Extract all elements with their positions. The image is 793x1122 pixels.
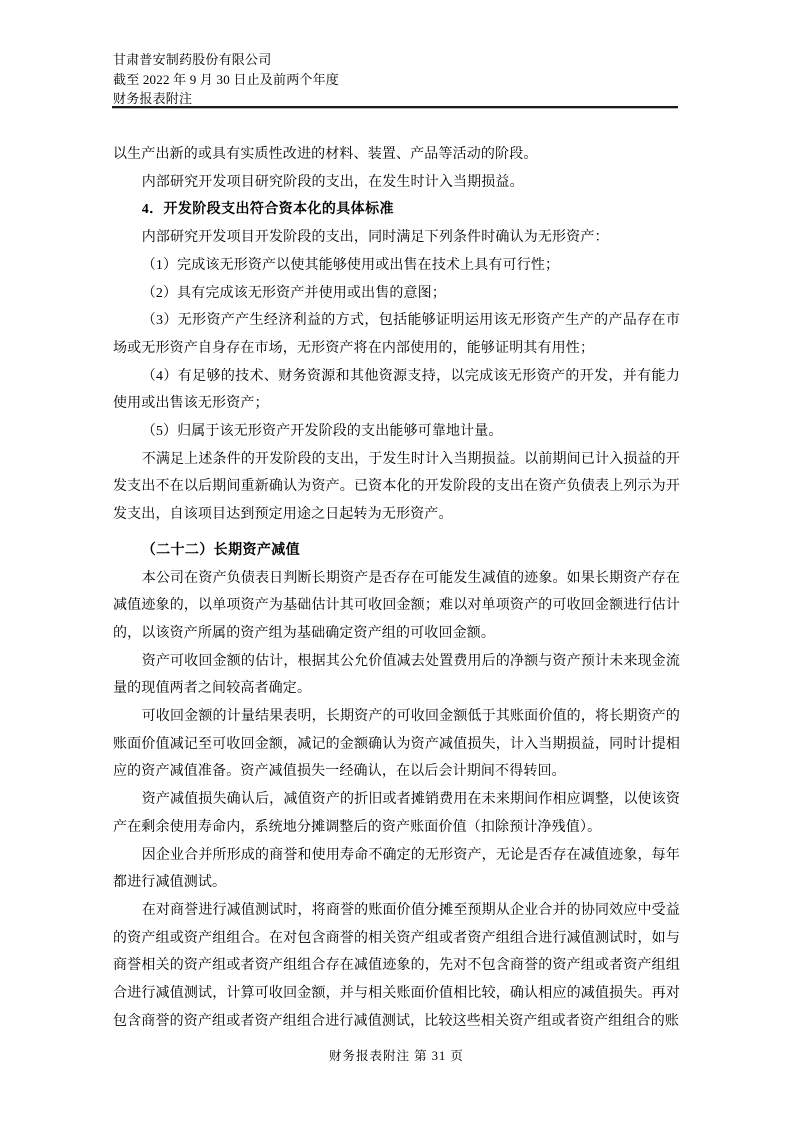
header-doc-title: 财务报表附注: [113, 91, 193, 106]
paragraph: 本公司在资产负债表日判断长期资产是否存在可能发生减值的迹象。如果长期资产存在减值迹象的，以单项资产为基础估计其可收回金额；难以对单项资产的可收回金额进行估计的，以该资产所属的资产组为基础确定资产组的可收回金额。: [113, 570, 680, 641]
paragraph: 资产可收回金额的估计，根据其公允价值减去处置费用后的净额与资产预计未来现金流量的现值两者之间较高者确定。: [113, 653, 680, 697]
list-item-5: （5）归属于该无形资产开发阶段的支出能够可靠地计量。: [141, 424, 503, 440]
section-heading-long-term-asset-impairment: （二十二）长期资产减值: [141, 542, 301, 558]
list-item-3: （3）无形资产产生经济利益的方式，包括能够证明运用该无形资产生产的产品存在市场或无形资产自身存在市场，无形资产将在内部使用的，能够证明其有用性；: [113, 313, 680, 356]
footer-page-number: 财务报表附注 第 31 页: [329, 1049, 464, 1063]
page-footer: [113, 1046, 680, 1064]
paragraph: 资产减值损失确认后，减值资产的折旧或者摊销费用在未来期间作相应调整，以使该资产在剩余使用寿命内，系统地分摊调整后的资产账面价值（扣除预计净残值）。: [113, 792, 680, 835]
header-period-line: 截至 2022 年 9 月 30 日止及前两个年度: [113, 71, 340, 87]
list-item-1: （1）完成该无形资产以使其能够使用或出售在技术上具有可行性；: [141, 257, 560, 273]
section-heading-development-capitalization: 4．开发阶段支出符合资本化的具体标准: [141, 202, 394, 218]
paragraph: 内部研究开发项目开发阶段的支出，同时满足下列条件时确认为无形资产：: [141, 230, 609, 246]
header-company-name: 甘肃普安制药股份有限公司: [113, 52, 272, 67]
paragraph: 可收回金额的计量结果表明，长期资产的可收回金额低于其账面价值的，将长期资产的账面价值减记至可收回金额，减记的金额确认为资产减值损失，计入当期损益，同时计提相应的资产减值准备。资产减值损失一经确认，在以后会计期间不得转回。: [113, 709, 680, 780]
list-item-4: （4）有足够的技术、财务资源和其他资源支持，以完成该无形资产的开发，并有能力使用或出售该无形资产；: [113, 368, 680, 412]
document-body: [113, 141, 680, 1036]
paragraph: 内部研究开发项目研究阶段的支出，在发生时计入当期损益。: [141, 174, 524, 190]
paragraph: 因企业合并所形成的商誉和使用寿命不确定的无形资产，无论是否存在减值迹象，每年都进行减值测试。: [113, 847, 680, 891]
page-header: [113, 50, 680, 109]
paragraph: 在对商誉进行减值测试时，将商誉的账面价值分摊至预期从企业合并的协同效应中受益的资产组或资产组组合。在对包含商誉的相关资产组或者资产组组合进行减值测试时，如与商誉相关的资产组或者资产组组合存在减值迹象的，先对不包含商誉的资产组或者资产组组合进行减值测试，计算可收回金额，并与相关账面价值相比较，确认相应的减值损失。再对包含商誉的资产组或者资产组组合进行减值测试，比较这些相关资产组或者资产组组合的账: [113, 902, 680, 1029]
header-divider-rule: [112, 106, 678, 108]
paragraph: 不满足上述条件的开发阶段的支出，于发生时计入当期损益。以前期间已计入损益的开发支出不在以后期间重新确认为资产。已资本化的开发阶段的支出在资产负债表上列示为开发支出，自该项目达到预定用途之日起转为无形资产。: [113, 451, 680, 523]
list-item-2: （2）具有完成该无形资产并使用或出售的意图；: [141, 285, 446, 301]
paragraph: 以生产出新的或具有实质性改进的材料、装置、产品等活动的阶段。: [113, 147, 538, 162]
